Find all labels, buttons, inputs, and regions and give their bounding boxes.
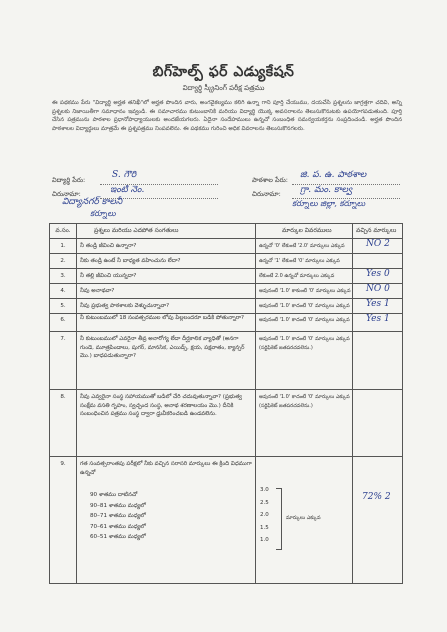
grade-point: 1.0 bbox=[260, 537, 269, 544]
row-divider bbox=[50, 268, 402, 269]
screening-table bbox=[49, 223, 403, 584]
row-divider bbox=[50, 298, 402, 299]
instructions-paragraph: ఈ పథకము పేరు "విద్యార్థి అర్హత తనిఖీ"లో అర్హత పొందిన వారు, అంగవైకల్యము కలిగి ఉన్నా గాని పూర్తి చేయుము, దయచేసి ప్రశ్నలను జాగ్రత్తగా చదివి, అన్ని ప్రశ్నలకు నిజాయితీగా సమాధానం ఇవ్వండి. ఈ సమాచారము కుటుంబానికి మరియు విద్యార్థి యొక్క అవసరాలను తెలుసుకొనుటకు ఉపయోగపడుతుంది. పూర్తి చేసిన పత్రమును పాఠశాల ప్రధానోపాధ్యాయులకు అందజేయగలరు. ఏదైనా సందేహములు ఉన్నచో సంబంధిత సమన్వయకర్తను సంప్రదించండి. అర్హత పొందిన పాఠశాలల విద్యార్థులు మాత్రమే ఈ ప్రశ్నపత్రము నింపవలెను. ఈ పథకము గురించి అధిక వివరాలను తెలుసుకొనగలరు. bbox=[52, 100, 402, 132]
row-marks: మార్కులు ఎక్కువ bbox=[286, 515, 321, 521]
row-sno: 7. bbox=[60, 336, 66, 342]
grade-range-list bbox=[90, 490, 240, 543]
row-question: నీ కుటుంబములో ఎవరైనా తీవ్ర అనారోగ్య లేదా దీర్ఘకాలిక వ్యాధితో (అనగా గుండె, మూత్రపిండాలు, షుగర్, మానసిక, ఎయిడ్స్, క్షయ, పక్షవాతం, క్యాన్సర్ మొ.) బాధపడుతున్నారా? bbox=[80, 336, 245, 360]
grade-points-list bbox=[260, 484, 269, 547]
row-marks: ఉన్నచో '0' లేకుంటే '2.0' మార్కులు ఎక్కువ bbox=[259, 243, 345, 249]
row-question: నీకు తండ్రి ఉంటే నీ బాధ్యత వహించును లేదా? bbox=[80, 258, 181, 264]
row-sno: 6. bbox=[60, 317, 66, 323]
row-marks: అవునంటే '1.0' కాదంటే '0' మార్కులు ఎక్కువ bbox=[259, 317, 350, 323]
grade-point: 3.0 bbox=[260, 487, 269, 493]
row-given-marks[interactable]: Yes 0 bbox=[366, 269, 390, 279]
student-name-value[interactable]: S. గౌరి bbox=[112, 170, 137, 180]
school-address-value[interactable]: గ్రా. మం. కాల్వ bbox=[300, 185, 353, 195]
school-address-label: చిరునామా: bbox=[252, 190, 281, 198]
student-address-line3[interactable]: కర్నూలు bbox=[90, 209, 116, 218]
school-address-line2[interactable]: కర్నూలు జిల్లా, కర్నూలు bbox=[292, 199, 366, 208]
header-sno: వ.సం. bbox=[55, 227, 71, 234]
row-marks: ఉన్నచో '1' లేకుంటే '0' మార్కులు ఎక్కువ bbox=[259, 258, 340, 264]
col-divider bbox=[352, 224, 353, 583]
header-question: ప్రశ్నలు మరియు ఎదపోత సంగతులు bbox=[94, 227, 179, 234]
row-question: నీవు ప్రభుత్వ పాఠశాలకు వెళ్ళుచున్నావా? bbox=[80, 303, 170, 309]
row-given-marks[interactable]: Yes 1 bbox=[366, 314, 390, 324]
row-divider bbox=[50, 389, 402, 390]
row-question: నీ కుటుంబములో 18 సంవత్సరముల లోపు పిల్లలందరూ బడికి పోతున్నారా? bbox=[80, 315, 245, 321]
col-divider bbox=[76, 224, 77, 583]
col-divider bbox=[255, 224, 256, 583]
grade-point: 2.5 bbox=[260, 499, 269, 506]
row-sno: 5. bbox=[60, 303, 66, 309]
row-divider bbox=[50, 331, 402, 332]
row-question: నీ తల్లి జీవించి యున్నదా? bbox=[80, 273, 137, 279]
row-divider bbox=[50, 313, 402, 314]
header-marks: మార్కుల వివరములు bbox=[282, 227, 332, 234]
row-divider bbox=[50, 253, 402, 254]
row-question: నీవు అనాథవా? bbox=[80, 288, 115, 294]
row-marks: అవునంటే '1.0' కాకుంటే '0' మార్కులు ఎక్కువ bbox=[259, 288, 351, 294]
row-sno: 2. bbox=[60, 258, 66, 264]
grade-range: 70–61 శాతము మధ్యలో bbox=[90, 523, 146, 530]
row-given-marks[interactable]: 72% 2 bbox=[362, 492, 391, 502]
student-address-line2[interactable]: విద్యానగర్ కాలనీ bbox=[62, 197, 123, 207]
row-sno: 1. bbox=[60, 243, 66, 249]
grade-range: 60–51 శాతము మధ్యలో bbox=[90, 534, 146, 541]
student-address-value[interactable]: ఇంటి నెం. bbox=[110, 185, 145, 195]
student-address-label: చిరునామా: bbox=[52, 190, 81, 198]
row-divider bbox=[50, 456, 402, 457]
row-sno: 4. bbox=[60, 288, 66, 294]
school-name-value[interactable]: జి. ప. ఉ. పాఠశాల bbox=[300, 170, 367, 180]
row-divider bbox=[50, 238, 402, 239]
row-sno: 8. bbox=[60, 394, 66, 400]
row-question: నీవు ఎవ్వరైనా సంస్థ సహాయముతో బడిలో చేరి చదువుతున్నావా? (ప్రభుత్వ సంక్షేమ వసతి గృహం, స్వచ్ఛంద సంస్థ, అనాథ శరణాలయం మొ.) దీనికి సంబంధించిన పత్రము సంస్థ ద్వారా ధ్రువీకరించబడి ఉండవలెను. bbox=[80, 394, 242, 418]
form-subtitle: విద్యార్థి స్క్రీనింగ్ పరీక్ష పత్రము bbox=[182, 84, 265, 92]
row-marks: అవునంటే '1.0' కాదంటే '0' మార్కులు ఎక్కువ (సర్టిఫికెట్ జతపరచవలెను.) bbox=[259, 336, 350, 351]
row-sno: 3. bbox=[60, 273, 66, 279]
grade-range: 80–71 శాతము మధ్యలో bbox=[90, 513, 146, 520]
row-sno: 9. bbox=[60, 461, 66, 467]
header-given: వచ్చిన మార్కులు bbox=[356, 227, 397, 234]
student-name-label: విద్యార్థి పేరు: bbox=[52, 176, 86, 184]
row-question: గత సంవత్సరాంతపు పరీక్షలో నీకు వచ్చిన సరాసరి మార్కులు ఈ క్రింది విధముగా ఉన్నచో bbox=[80, 461, 252, 476]
row-given-marks[interactable]: NO 0 bbox=[366, 284, 390, 294]
row-divider bbox=[50, 283, 402, 284]
school-name-label: పాఠశాల పేరు: bbox=[252, 176, 288, 184]
row-given-marks[interactable]: NO 2 bbox=[366, 239, 390, 249]
grade-range: 90–81 శాతము మధ్యలో bbox=[90, 502, 146, 509]
row-given-marks[interactable]: Yes 1 bbox=[366, 299, 390, 309]
grade-point: 2.0 bbox=[260, 512, 269, 519]
grade-range: 90 శాతము దాటినచో bbox=[90, 492, 138, 498]
row-marks: లేకుంటే 2.0 ఉన్నచో మార్కులు ఎక్కువ bbox=[259, 273, 335, 279]
grade-point: 1.5 bbox=[260, 524, 269, 531]
form-title: బిగ్‌హెల్ప్ ఫర్ ఎడ్యుకేషన్ bbox=[152, 64, 295, 80]
row-marks: అవునంటే '1.0' కాదంటే '0' మార్కులు ఎక్కువ (సర్టిఫికెట్ జతపరచవలెను.) bbox=[259, 394, 350, 409]
grade-bracket bbox=[276, 488, 282, 550]
row-marks: అవునంటే '1.0' కాదంటే '0' మార్కులు ఎక్కువ bbox=[259, 303, 350, 309]
row-question: నీ తండ్రి జీవించి ఉన్నారా? bbox=[80, 243, 137, 249]
